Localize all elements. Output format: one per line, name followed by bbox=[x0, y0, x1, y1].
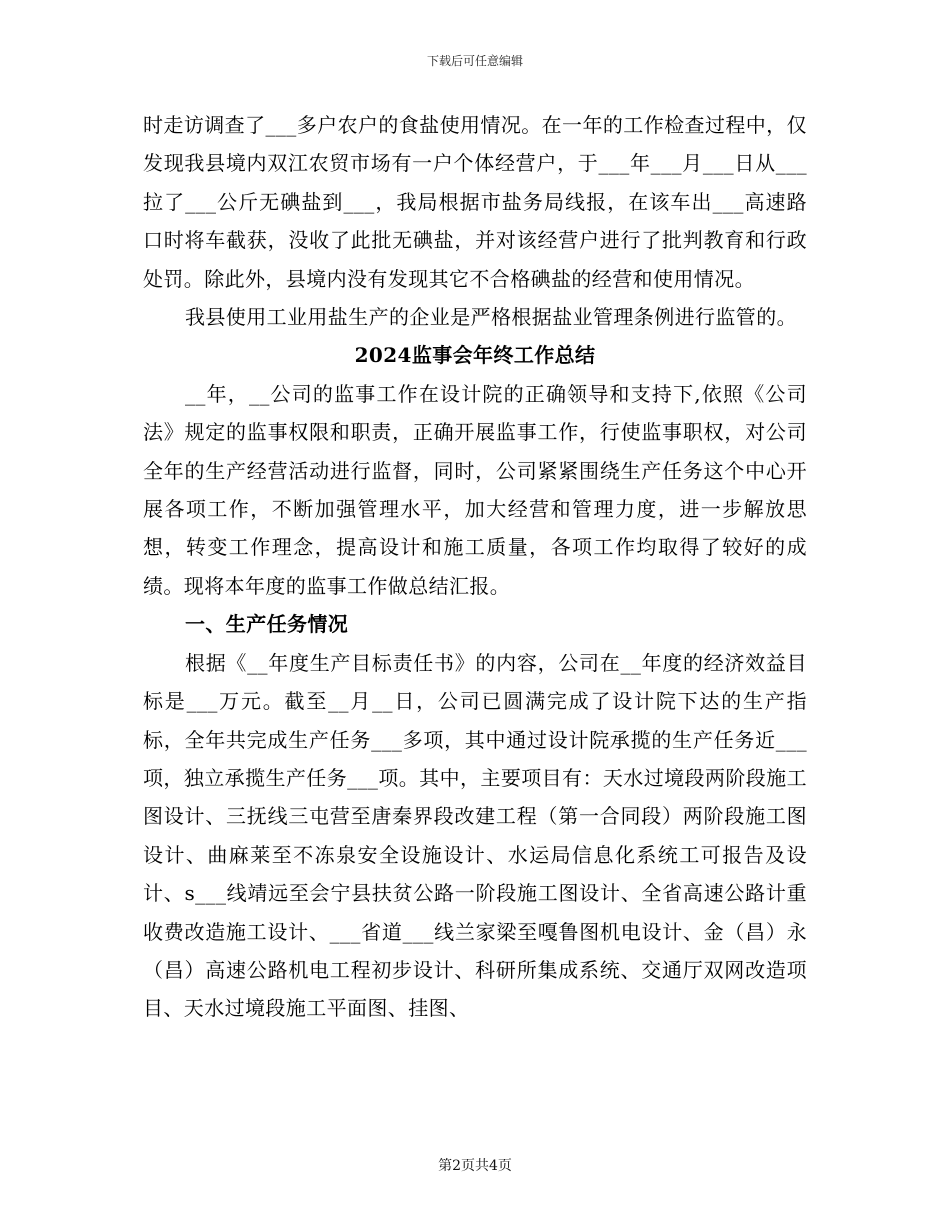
section-heading-production: 一、生产任务情况 bbox=[185, 612, 349, 637]
paragraph-industrial-salt: 我县使用工业用盐生产的企业是严格根据盐业管理条例进行监管的。 bbox=[185, 305, 797, 330]
paragraph-salt-inspection: 时走访调查了___多户农户的食盐使用情况。在一年的工作检查过程中，仅发现我县境内双江农贸市场有一户个体经营户，于___年___月___日从___拉了___公斤无碘盐到___，我局根据市盐务局线报，在该车出___高速路口时将车截获，没收了此批无碘盐，并对该经营户进行了批判教育和行政处罚。除此外，县境内没有发现其它不合格碘盐的经营和使用情况。 bbox=[143, 113, 807, 291]
document-title: 2024监事会年终工作总结 bbox=[354, 343, 596, 368]
page-header: 下载后可任意编辑 bbox=[426, 54, 523, 68]
document-body bbox=[143, 106, 807, 1028]
page-footer: 第2页共4页 bbox=[438, 1158, 512, 1174]
paragraph-production-tasks: 根据《__年度生产目标责任书》的内容，公司在__年度的经济效益目标是___万元。截至__月__日，公司已圆满完成了设计院下达的生产指标，全年共完成生产任务___多项，其中通过设计院承揽的生产任务近___项，独立承揽生产任务___项。其中，主要项目有：天水过境段两阶段施工图设计、三抚线三屯营至唐秦界段改建工程（第一合同段）两阶段施工图设计、曲麻莱至不冻泉安全设施设计、水运局信息化系统工可报告及设计、s___线靖远至会宁县扶贫公路一阶段施工图设计、全省高速公路计重收费改造施工设计、___省道___线兰家梁至嘎鲁图机电设计、金（昌）永（昌）高速公路机电工程初步设计、科研所集成系统、交通厅双网改造项目、天水过境段施工平面图、挂图、 bbox=[143, 650, 807, 1021]
paragraph-intro: __年，__公司的监事工作在设计院的正确领导和支持下,依照《公司法》规定的监事权限和职责，正确开展监事工作，行使监事职权，对公司全年的生产经营活动进行监督，同时，公司紧紧围绕生产任务这个中心开展各项工作，不断加强管理水平，加大经营和管理力度，进一步解放思想，转变工作理念，提高设计和施工质量，各项工作均取得了较好的成绩。现将本年度的监事工作做总结汇报。 bbox=[143, 381, 807, 598]
